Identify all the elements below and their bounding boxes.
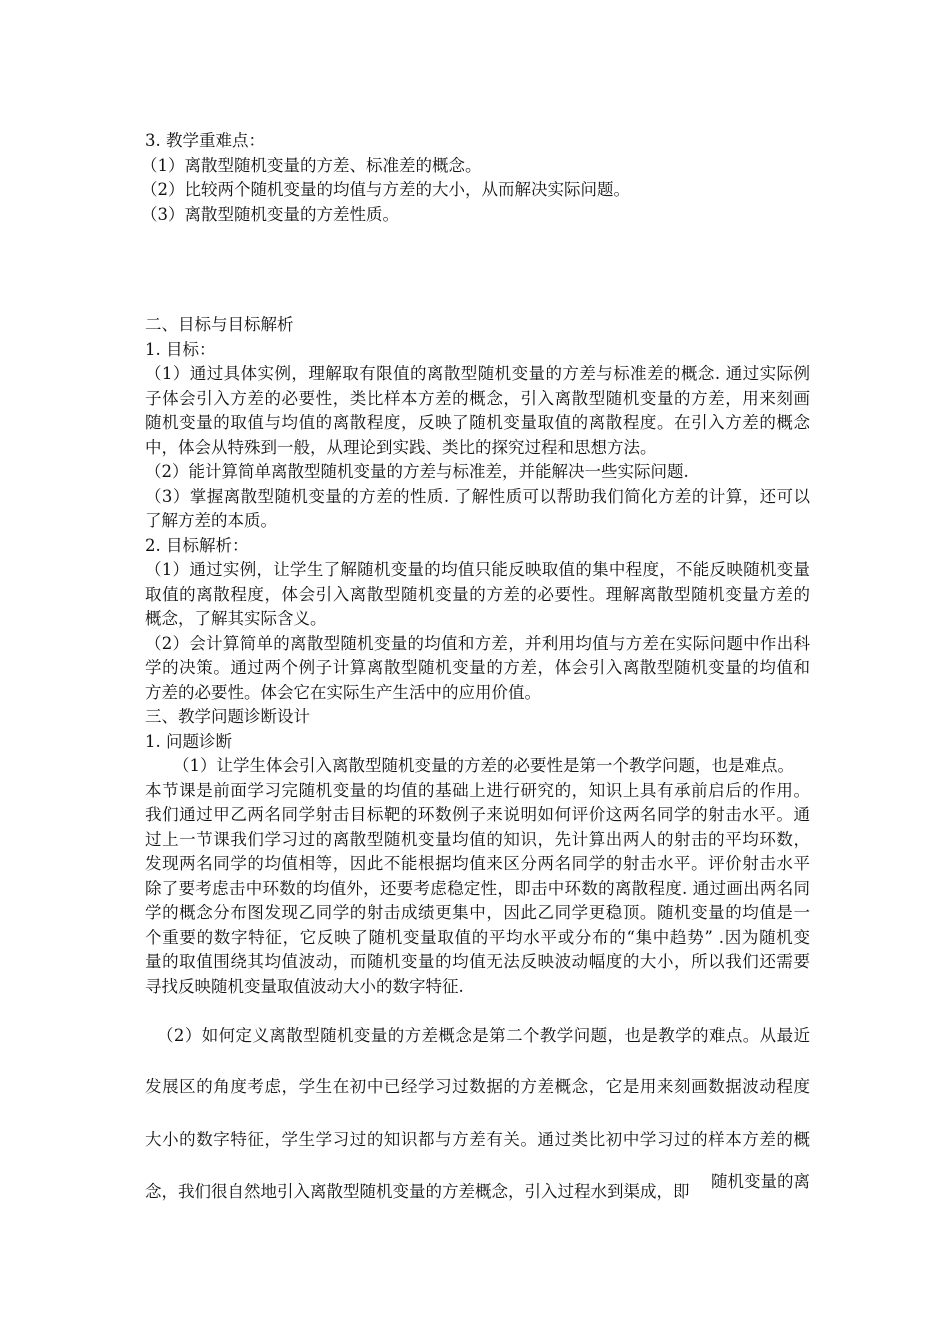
diagnosis-p2-line: 发展区的角度考虑，学生在初中已经学习过数据的方差概念，它是用来刻画数据波动程度 (145, 1077, 810, 1096)
diagnosis-p1-line: 本节课是前面学习完随机变量的均值的基础上进行研究的，知识上具有承前启后的作用。 (145, 780, 810, 800)
key-points-section (141, 129, 810, 227)
diagnosis-p1-line: （1）让学生体会引入离散型随机变量的方差的必要性是第一个教学问题，也是难点。 (173, 756, 794, 775)
goal-2-line: （2）能计算简单离散型随机变量的方差与标准差，并能解决一些实际问题. (145, 462, 689, 481)
analysis-2-paragraph (145, 632, 810, 706)
analysis-1-line: （1）通过实例，让学生了解随机变量的均值只能反映取值的集中程度，不能反映随机变量 (145, 560, 810, 579)
diagnosis-p1-line: 量的取值围绕其均值波动，而随机变量的均值无法反映波动幅度的大小，所以我们还需要 (145, 952, 810, 971)
goal-1-line: 中，体会从特殊到一般，从理论到实践、类比的探究过程和思想方法。 (145, 437, 657, 457)
goals-section (145, 313, 810, 999)
analysis-1-line: 取值的离散程度，体会引入离散型随机变量的方差的必要性。理解离散型随机变量方差的 (145, 584, 810, 604)
diagnosis-p1-line: 过上一节课我们学习过的离散型随机变量均值的知识，先计算出两人的射击的平均环数， (145, 829, 810, 849)
diagnosis-p2-line: 大小的数字特征，学生学习过的知识都与方差有关。通过类比初中学习过的样本方差的概 (145, 1130, 810, 1149)
diagnosis-paragraph-2 (145, 1024, 810, 1224)
analysis-2-line: （2）会计算简单的离散型随机变量的均值和方差，并利用均值与方差在实际问题中作出科 (145, 633, 810, 653)
diagnosis-p1-line: 除了要考虑击中环数的均值外，还要考虑稳定性，即击中环数的离散程度. 通过画出两名同 (145, 878, 810, 898)
goal-1-line: 随机变量的取值与均值的离散程度，反映了随机变量取值的离散程度。在引入方差的概念 (145, 413, 810, 432)
key-point-item: （1）离散型随机变量的方差、标准差的概念。 (141, 155, 482, 175)
analysis-2-line: 方差的必要性。体会它在实际生产生活中的应用价值。 (145, 682, 541, 702)
goal-analysis-subheading: 2. 目标解析： (145, 535, 249, 555)
diagnosis-p1-line: 寻找反映随机变量取值波动大小的数字特征. (145, 976, 464, 996)
analysis-2-line: 学的决策。通过两个例子计算离散型随机变量的方差，体会引入离散型随机变量的均值和 (145, 658, 810, 677)
diagnosis-p2-line: （2）如何定义离散型随机变量的方差概念是第二个教学问题，也是教学的难点。从最近 (157, 1026, 810, 1045)
diagnosis-p1-line: 个重要的数字特征，它反映了随机变量取值的平均水平或分布的“集中趋势” .因为随机变 (145, 927, 810, 947)
diagnosis-p2-tail: 随机变量的离 (711, 1172, 810, 1191)
key-point-item: （2）比较两个随机变量的均值与方差的大小，从而解决实际问题。 (141, 180, 630, 199)
diagnosis-p1-line: 发现两名同学的均值相等，因此不能根据均值来区分两名同学的射击水平。评价射击水平 (145, 854, 810, 873)
goals-subheading: 1. 目标： (145, 339, 216, 359)
goals-heading: 二、目标与目标解析 (145, 315, 294, 334)
analysis-1-line: 概念，了解其实际含义。 (145, 609, 327, 628)
key-point-item: （3）离散型随机变量的方差性质。 (141, 204, 399, 224)
analysis-1-paragraph (145, 558, 810, 632)
goal-3-paragraph (145, 485, 810, 534)
diagnosis-p2-line: 念，我们很自然地引入离散型随机变量的方差概念，引入过程水到渠成，即 (145, 1182, 690, 1201)
diagnosis-p1-line: 学的概念分布图发现乙同学的射击成绩更集中，因此乙同学更稳顶。随机变量的均值是一 (145, 903, 810, 922)
goal-1-line: 子体会引入方差的必要性，类比样本方差的概念，引入离散型随机变量的方差，用来刻画 (145, 388, 810, 408)
goal-3-line: 了解方差的本质。 (145, 511, 277, 530)
diagnosis-heading: 三、教学问题诊断设计 (145, 707, 310, 726)
key-points-heading: 3. 教学重难点： (145, 131, 265, 150)
diagnosis-p1-line: 我们通过甲乙两名同学射击目标靶的环数例子来说明如何评价这两名同学的射击水平。通 (145, 805, 810, 824)
diagnosis-subheading: 1. 问题诊断 (145, 731, 232, 751)
goal-1-paragraph (145, 362, 810, 460)
goal-3-line: （3）掌握离散型随机变量的方差的性质. 了解性质可以帮助我们简化方差的计算，还可以 (145, 486, 810, 506)
diagnosis-paragraph-1 (145, 754, 810, 999)
goal-1-line: （1）通过具体实例，理解取有限值的离散型随机变量的方差与标准差的概念. 通过实际例 (145, 364, 810, 383)
